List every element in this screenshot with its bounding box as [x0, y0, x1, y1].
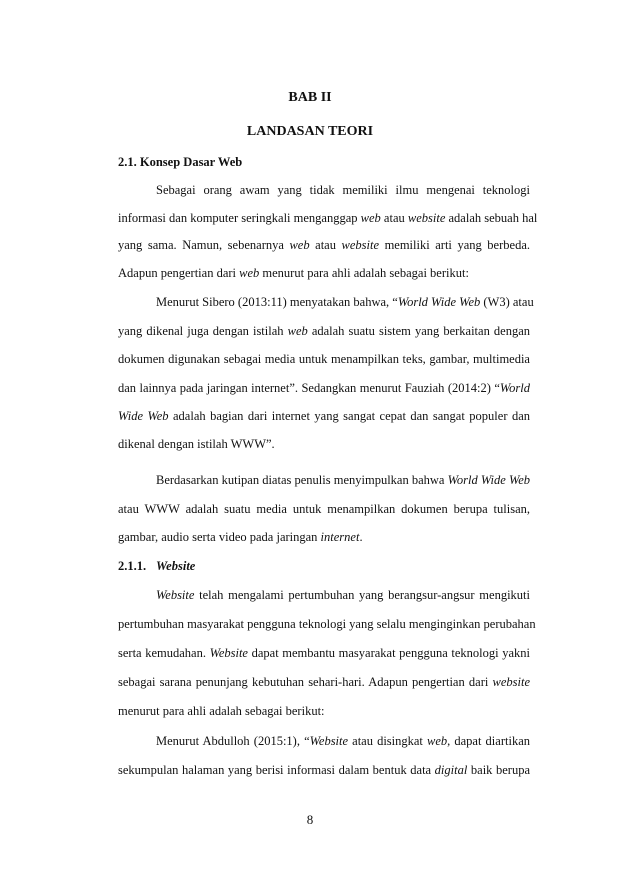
- text-line: [118, 381, 530, 396]
- text-run: sebagai sarana penunjang kebutuhan sehari-hari. Adapun pengertian dari: [118, 675, 493, 689]
- italic-term: website: [341, 238, 380, 252]
- italic-term: digital: [434, 763, 468, 777]
- page-number: 8: [306, 812, 314, 827]
- italic-term: Website: [309, 734, 349, 748]
- text-run: .: [359, 530, 363, 544]
- text-line: [118, 502, 530, 517]
- text-run: atau disingkat: [348, 734, 428, 748]
- text-line: [118, 324, 530, 339]
- text-run: serta kemudahan.: [118, 646, 210, 660]
- text-run: yang sama. Namun, sebenarnya: [118, 238, 290, 252]
- italic-term: web: [427, 734, 448, 748]
- text-run: gambar, audio serta video pada jaringan: [118, 530, 321, 544]
- text-run: , dapat diartikan: [447, 734, 530, 748]
- text-run: Adapun pengertian dari: [118, 266, 240, 280]
- text-line: [118, 266, 530, 281]
- text-run: baik berupa: [467, 763, 530, 777]
- text-run: dapat membantu masyarakat pengguna teknologi yakni: [247, 646, 530, 660]
- italic-term: Wide Web: [118, 409, 169, 423]
- text-line: [118, 646, 530, 661]
- text-line: [118, 763, 530, 778]
- text-run: Sebagai orang awam yang tidak memiliki ilmu mengenai teknologi: [156, 183, 530, 197]
- text-line: [118, 352, 530, 367]
- text-run: pertumbuhan masyarakat pengguna teknologi yang selalu menginginkan perubahan: [118, 617, 536, 631]
- text-line: [118, 530, 530, 545]
- italic-term: web: [360, 211, 381, 225]
- text-line: [118, 675, 530, 690]
- italic-term: website: [492, 675, 530, 689]
- text-line: [156, 734, 530, 749]
- text-line: [156, 295, 534, 310]
- text-run: informasi dan komputer seringkali menganggap: [118, 211, 361, 225]
- text-run: adalah bagian dari internet yang sangat cepat dan sangat populer dan: [168, 409, 530, 423]
- italic-term: World Wide Web: [447, 473, 531, 487]
- text-run: adalah sebuah hal: [445, 211, 538, 225]
- italic-term: web: [287, 324, 308, 338]
- text-run: adalah suatu sistem yang berkaitan dengan: [307, 324, 530, 338]
- italic-term: Website: [209, 646, 248, 660]
- text-run: atau: [309, 238, 342, 252]
- text-line: [118, 437, 530, 452]
- text-run: atau: [380, 211, 408, 225]
- text-run: memiliki arti yang berbeda.: [379, 238, 530, 252]
- text-line: [118, 211, 538, 226]
- italic-term: web: [239, 266, 260, 280]
- section-number: 2.1.1.: [118, 559, 147, 573]
- italic-term: web: [289, 238, 310, 252]
- text-run: dikenal dengan istilah WWW”.: [118, 437, 275, 451]
- text-run: telah mengalami pertumbuhan yang berangsur-angsur mengikuti: [194, 588, 530, 602]
- italic-term: World: [499, 381, 530, 395]
- text-run: sekumpulan halaman yang berisi informasi dalam bentuk data: [118, 763, 435, 777]
- text-line: [156, 588, 530, 603]
- text-run: dokumen digunakan sebagai media untuk menampilkan teks, gambar, multimedia: [118, 352, 530, 366]
- text-run: (W3) atau: [480, 295, 534, 309]
- text-run: Menurut Abdulloh (2015:1), “: [156, 734, 310, 748]
- text-run: atau WWW adalah suatu media untuk menampilkan dokumen berupa tulisan,: [118, 502, 530, 516]
- text-run: menurut para ahli adalah sebagai berikut:: [118, 704, 325, 718]
- italic-term: World Wide Web: [397, 295, 481, 309]
- chapter-label: BAB II: [288, 90, 332, 105]
- text-run: yang dikenal juga dengan istilah: [118, 324, 288, 338]
- text-line: [118, 409, 530, 424]
- text-line: [118, 704, 530, 719]
- italic-term: internet: [320, 530, 360, 544]
- section-title: Website: [156, 559, 196, 573]
- chapter-title: LANDASAN TEORI: [246, 124, 374, 139]
- text-line: [118, 238, 530, 253]
- text-line: [156, 183, 530, 198]
- text-run: dan lainnya pada jaringan internet”. Sedangkan menurut Fauziah (2014:2) “: [118, 381, 500, 395]
- italic-term: Website: [156, 588, 195, 602]
- text-run: Berdasarkan kutipan diatas penulis menyimpulkan bahwa: [156, 473, 448, 487]
- section-heading-2-1-1: [118, 559, 195, 574]
- text-run: Menurut Sibero (2013:11) menyatakan bahwa, “: [156, 295, 398, 309]
- text-run: menurut para ahli adalah sebagai berikut:: [259, 266, 469, 280]
- text-line: [156, 473, 530, 488]
- italic-term: website: [407, 211, 446, 225]
- text-line: [118, 617, 536, 632]
- section-heading-2-1: 2.1. Konsep Dasar Web: [118, 155, 243, 169]
